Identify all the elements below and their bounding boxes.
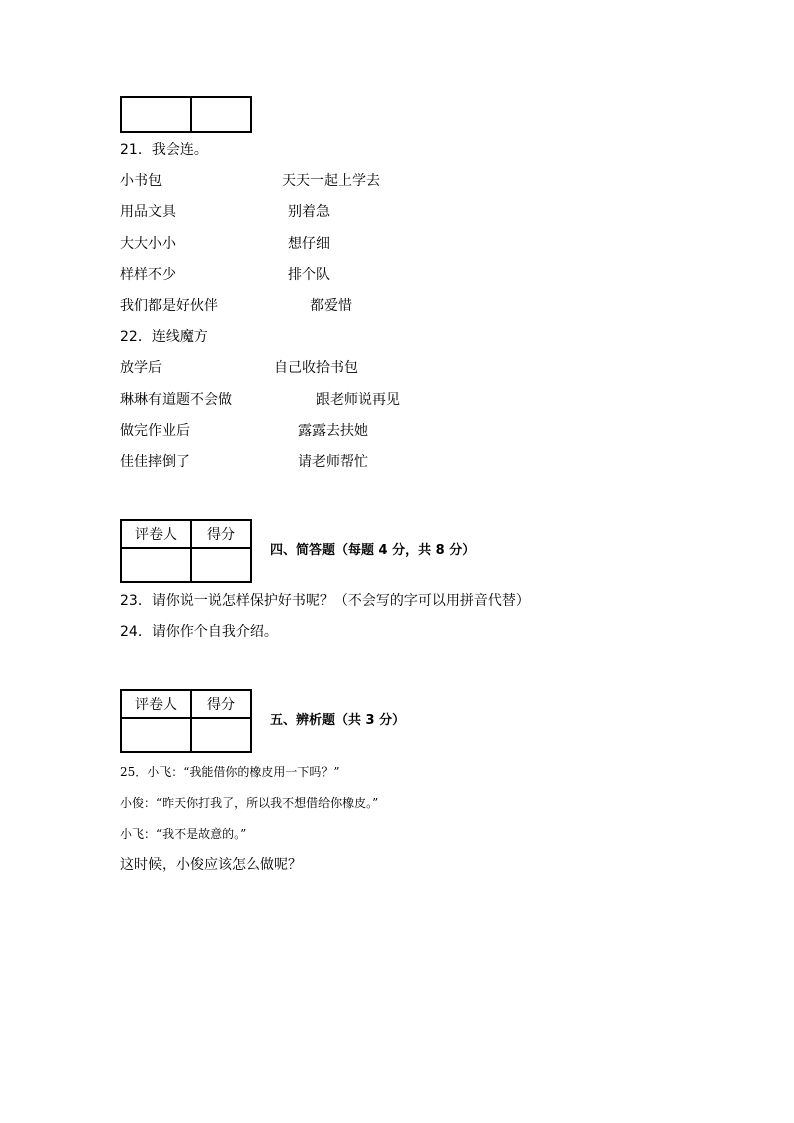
q25-question: 这时候，小俊应该怎么做呢？ <box>120 857 302 873</box>
q21-right-item: 天天一起上学去 <box>282 173 380 189</box>
grader-cell <box>121 548 191 582</box>
q22-left-item: 放学后 <box>120 360 162 376</box>
q21-right-item: 都爱惜 <box>310 298 352 314</box>
grader-cell <box>121 718 191 752</box>
q22-right-item: 露露去扶她 <box>298 423 368 439</box>
q24-text: 24．请你作个自我介绍。 <box>120 624 278 640</box>
q23-text: 23．请你说一说怎样保护好书呢？（不会写的字可以用拼音代替） <box>120 593 530 609</box>
q21-title: 21．我会连。 <box>120 142 208 158</box>
score-label: 得分 <box>191 520 251 548</box>
grader-label: 评卷人 <box>121 520 191 548</box>
q21-left-item: 用品文具 <box>120 204 176 220</box>
score-box-cell <box>121 97 191 132</box>
q22-left-item: 做完作业后 <box>120 423 190 439</box>
q22-right-item: 自己收拾书包 <box>274 360 358 376</box>
q22-left-item: 佳佳摔倒了 <box>120 454 190 470</box>
q25-line: 小俊：“昨天你打我了，所以我不想借给你橡皮。” <box>120 796 379 810</box>
q21-left-item: 样样不少 <box>120 267 176 283</box>
score-box-top <box>120 96 252 133</box>
q21-right-item: 想仔细 <box>288 236 330 252</box>
score-box-section5 <box>120 689 252 753</box>
section5-header: 五、辨析题（共 3 分） <box>270 713 406 728</box>
q25-line: 25．小飞：“我能借你的橡皮用一下吗？” <box>120 765 340 779</box>
q25-line: 小飞：“我不是故意的。” <box>120 827 247 841</box>
section4-header: 四、简答题（每题 4 分，共 8 分） <box>270 543 476 558</box>
score-cell <box>191 718 251 752</box>
score-box-section4 <box>120 519 252 583</box>
q22-right-item: 跟老师说再见 <box>316 392 400 408</box>
q21-right-item: 排个队 <box>288 267 330 283</box>
score-box-cell <box>191 97 251 132</box>
q22-right-item: 请老师帮忙 <box>298 454 368 470</box>
q21-left-item: 大大小小 <box>120 236 176 252</box>
q22-title: 22．连线魔方 <box>120 329 208 345</box>
grader-label: 评卷人 <box>121 690 191 718</box>
q21-left-item: 小书包 <box>120 173 162 189</box>
score-cell <box>191 548 251 582</box>
q21-right-item: 别着急 <box>288 204 330 220</box>
score-label: 得分 <box>191 690 251 718</box>
q21-left-item: 我们都是好伙伴 <box>120 298 218 314</box>
q22-left-item: 琳琳有道题不会做 <box>120 392 232 408</box>
